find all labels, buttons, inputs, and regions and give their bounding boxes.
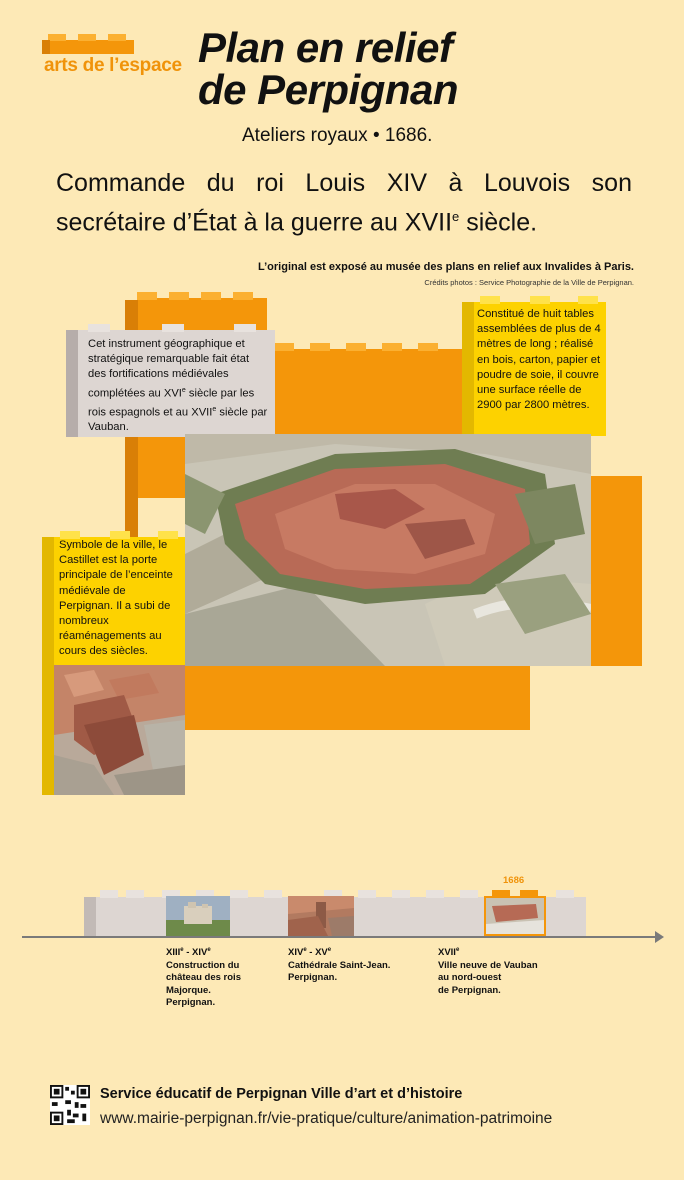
timeline-2-line1: Cathédrale Saint-Jean.: [288, 959, 391, 971]
timeline-1-line4: Perpignan.: [166, 997, 216, 1009]
yellow-box-right-text: Constitué de huit tables assemblées de plus de 4 mètres de long ; réalisé en bois, carton, papier et poudre de soie, il couvre une surface réelle de 2900 par 2800 mètres.: [477, 308, 601, 412]
footer-url-link[interactable]: www.mairie-perpignan.fr/vie-pratique/culture/animation-patrimoine: [100, 1110, 553, 1127]
relief-map-photo: [185, 434, 591, 666]
period-1b: - XIV: [183, 947, 208, 959]
footer-title: Service éducatif de Perpignan Ville d’art et d’histoire: [100, 1086, 463, 1102]
grey-sup-2: e: [212, 405, 217, 413]
logo-text: arts de l’espace: [44, 55, 182, 76]
timeline-image-cathedrale: [288, 896, 354, 936]
grey-sup-1: e: [181, 386, 186, 394]
lego-brick-icon: [42, 34, 134, 54]
timeline-period-2: [288, 944, 418, 960]
timeline-arrow-icon: [655, 931, 664, 943]
timeline-3-line3: de Perpignan.: [438, 984, 501, 996]
brick-studs-top: [125, 290, 265, 300]
original-note: L’original est exposé au musée des plans en relief aux Invalides à Paris.: [258, 261, 634, 273]
title-line-1: Plan en relief: [198, 24, 453, 71]
yellow-box-left-side: [42, 537, 54, 795]
timeline-label-3: [438, 944, 578, 997]
lead-sup: e: [452, 209, 460, 224]
timeline-3-line1: Ville neuve de Vauban: [438, 959, 538, 971]
title-line-2: de Perpignan: [198, 66, 459, 113]
timeline-image-vauban: [486, 898, 544, 934]
grey-text-a: Cet instrument géographique et stratégique remarquable fait état des fortifications médiévales complétées au XVI: [88, 338, 250, 400]
period-1a: XIII: [166, 947, 181, 959]
subtitle: Ateliers royaux • 1686.: [242, 125, 433, 146]
lead-text-1: Commande du roi Louis XIV à Louvois son secrétaire d’État à la guerre au XVII: [56, 169, 632, 237]
timeline-1-line3: Majorque.: [166, 984, 211, 996]
lead-paragraph: [56, 166, 632, 239]
period-1b-sup: e: [207, 947, 211, 953]
photo-credits: Crédits photos : Service Photographie de la Ville de Perpignan.: [424, 278, 634, 287]
brick-studs-yellow-right: [474, 294, 606, 304]
timeline-1-line2: château des rois: [166, 972, 241, 984]
grey-text-b: siècle par les rois espagnols et au XVII: [88, 387, 255, 419]
timeline-axis: [22, 936, 658, 938]
period-2b: - XV: [306, 947, 328, 959]
grey-box-text: [88, 337, 270, 436]
grey-text-c: siècle par Vauban.: [88, 406, 268, 434]
period-2a: XIV: [288, 947, 304, 959]
castillet-photo: [54, 665, 185, 795]
timeline-2-line2: Perpignan.: [288, 972, 338, 984]
timeline-bar-side: [84, 897, 96, 937]
timeline-period-1: [166, 944, 276, 960]
period-1a-sup: e: [180, 947, 184, 953]
timeline-year-highlight: 1686: [503, 875, 525, 886]
period-2b-sup: e: [327, 947, 332, 953]
timeline-3-line2: au nord-ouest: [438, 972, 502, 984]
timeline-1-line1: Construction du: [166, 959, 240, 971]
timeline-label-2: [288, 944, 418, 985]
timeline-period-3: [438, 944, 578, 960]
timeline-image-chateau: [166, 896, 230, 936]
yellow-box-right-side: [462, 302, 474, 436]
yellow-box-left-text: Symbole de la ville, le Castillet est la porte principale de l’enceinte médiévale de Perpignan. Il a subi de nombreux réaménagements au cours des siècles.: [59, 539, 173, 658]
page-title: [198, 24, 459, 113]
qr-code-icon[interactable]: [50, 1084, 90, 1126]
period-3a: XVII: [438, 947, 456, 959]
brick-studs-band: [266, 341, 466, 351]
lead-text-2: siècle.: [459, 208, 538, 237]
timeline-label-1: [166, 944, 276, 1010]
orange-band: [266, 349, 466, 437]
period-2a-sup: e: [303, 947, 307, 953]
brick-studs-grey: [78, 322, 274, 332]
period-3a-sup: e: [455, 947, 460, 953]
